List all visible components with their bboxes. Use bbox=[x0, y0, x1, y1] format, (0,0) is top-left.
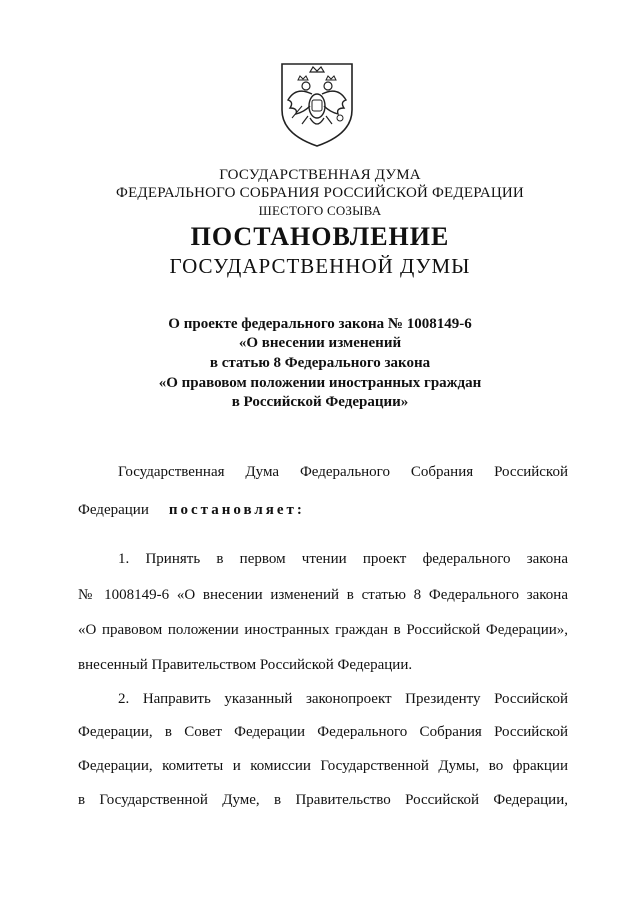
subject-line-1: О проекте федерального закона № 1008149-6 bbox=[168, 316, 472, 332]
paragraph-2-line-1: 2. Направить указанный законопроект Президенту Российской bbox=[118, 691, 568, 707]
paragraph-2-line-2: Федерации, в Совет Федерации Федерального Собрания Российской bbox=[78, 724, 568, 740]
document-title: ПОСТАНОВЛЕНИЕ bbox=[190, 222, 450, 251]
header-line-2: ФЕДЕРАЛЬНОГО СОБРАНИЯ РОССИЙСКОЙ ФЕДЕРАЦИИ bbox=[116, 185, 524, 201]
subject-line-3: в статью 8 Федерального закона bbox=[209, 355, 431, 371]
paragraph-2-line-3: Федерации, комитеты и комиссии Государственной Думы, во фракции bbox=[78, 758, 568, 774]
paragraph-1-line-2: № 1008149-6 «О внесении изменений в статью 8 Федерального закона bbox=[78, 587, 568, 603]
document-subtitle: ГОСУДАРСТВЕННОЙ ДУМЫ bbox=[169, 254, 471, 278]
header-line-3: ШЕСТОГО СОЗЫВА bbox=[258, 203, 382, 218]
paragraph-1-line-4: внесенный Правительством Российской Федерации. bbox=[78, 657, 413, 673]
intro-line-2 bbox=[78, 500, 568, 520]
header-line-1: ГОСУДАРСТВЕННАЯ ДУМА bbox=[219, 167, 421, 183]
subject-line-5: в Российской Федерации» bbox=[231, 394, 409, 410]
paragraph-1-line-1: 1. Принять в первом чтении проект федерального закона bbox=[118, 551, 568, 567]
subject-line-4: «О правовом положении иностранных граждан bbox=[158, 375, 482, 391]
intro-line-1: Государственная Дума Федерального Собрания Российской bbox=[118, 464, 568, 480]
intro-word: Федерации bbox=[78, 502, 149, 518]
russian-coat-of-arms-icon bbox=[274, 60, 360, 148]
paragraph-1-line-3: «О правовом положении иностранных граждан в Российской Федерации», bbox=[78, 622, 568, 638]
subject-line-2: «О внесении изменений bbox=[238, 335, 402, 351]
paragraph-2-line-4: в Государственной Думе, в Правительство Российской Федерации, bbox=[78, 792, 568, 808]
resolution-verb: постановляет: bbox=[168, 502, 305, 518]
